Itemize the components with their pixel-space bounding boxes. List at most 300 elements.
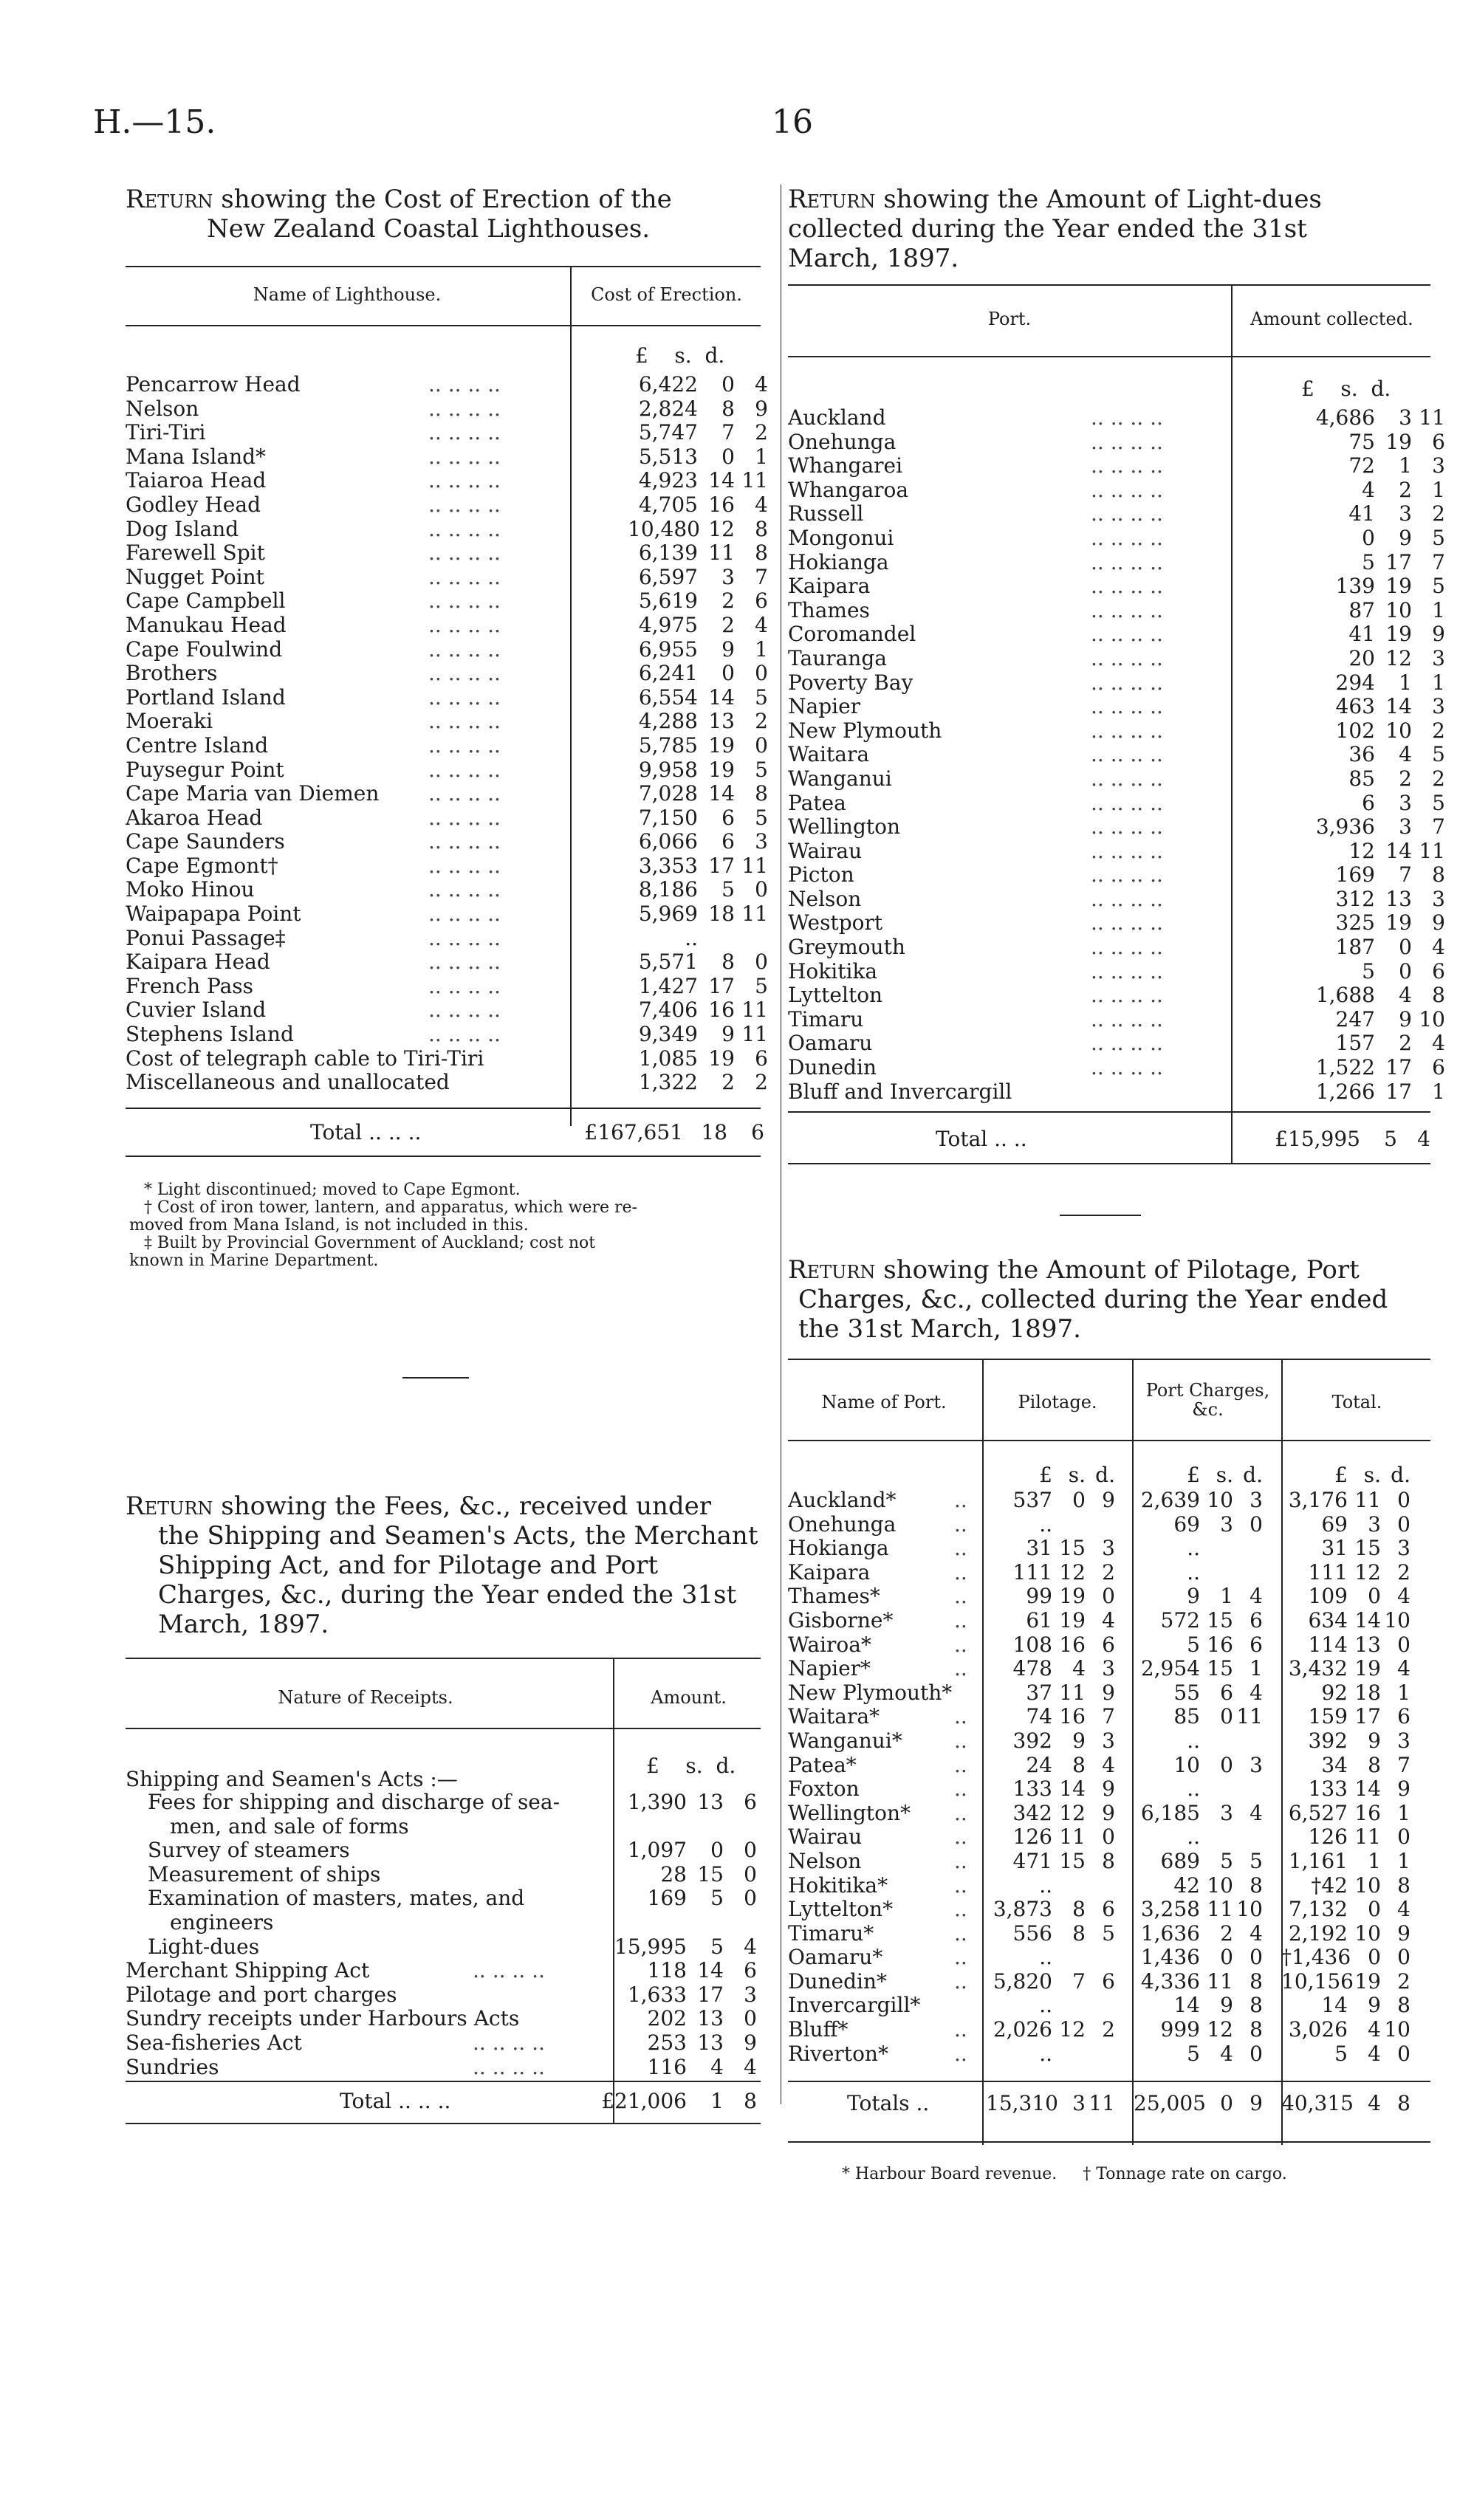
pence-value: 4: [755, 612, 768, 637]
pounds-value: 102: [1335, 718, 1375, 743]
pence-value: 0: [1102, 1584, 1115, 1609]
amount-cell: [628, 758, 768, 783]
amount-cell: [1246, 1127, 1430, 1152]
table-row: [126, 853, 768, 879]
pounds-value: 3,353: [638, 853, 698, 878]
pence-value: 8: [1397, 1872, 1410, 1898]
pence-value: 1: [1397, 1680, 1410, 1705]
table-rule: [126, 2123, 761, 2124]
amount-cell: [1298, 406, 1445, 430]
leader-dots: .. .. .. ..: [428, 540, 501, 566]
pence-value: 4: [1102, 1607, 1115, 1632]
table-row: [788, 838, 1445, 864]
leader-dots: .. .. .. ..: [428, 396, 501, 421]
table-rule: [788, 284, 1430, 286]
table-row: [788, 429, 1445, 455]
shillings-value: 11: [1207, 1897, 1233, 1922]
port-name: Hokianga: [788, 1537, 889, 1561]
leader-dots: .. .. .. ..: [1091, 886, 1163, 911]
amount-cell: [1134, 1825, 1263, 1850]
shillings-value: 15: [1207, 1656, 1233, 1681]
table-row: [126, 877, 768, 902]
pounds-value: 8,186: [638, 877, 698, 902]
amount-cell: [1281, 1777, 1410, 1802]
shillings-value: 0: [1368, 1584, 1381, 1609]
leader-dots: ..: [954, 1968, 967, 1994]
shillings-value: 11: [1354, 1824, 1381, 1850]
pounds-value: 114: [1308, 1632, 1348, 1657]
title-return-word: Return: [126, 185, 213, 214]
amount-cell: [576, 1121, 764, 1145]
pounds-value: ..: [1039, 2041, 1052, 2066]
pence-value: 8: [755, 781, 768, 806]
pence-value: 6: [1102, 1632, 1115, 1657]
pounds-value: 325: [1335, 910, 1375, 935]
amount-cell: [1298, 1008, 1445, 1032]
col-header-pilotage: Pilotage.: [1018, 1392, 1097, 1412]
pounds-value: ..: [685, 925, 698, 950]
pence-value: 10: [1236, 1897, 1263, 1922]
pence-value: 0: [755, 950, 768, 975]
pounds-value: 5,785: [638, 732, 698, 758]
leader-dots: .. .. .. ..: [428, 468, 501, 493]
title-return-word: Return: [788, 1255, 876, 1285]
amount-cell: [1134, 2018, 1263, 2042]
pence-value: 3: [1432, 645, 1445, 670]
pence-value: 3: [1250, 1752, 1263, 1777]
amount-cell: [1298, 526, 1445, 551]
pounds-value: 7,406: [638, 998, 698, 1023]
amount-cell: [628, 541, 768, 566]
row-label: Cape Campbell: [126, 589, 286, 614]
pilotage-total: [788, 2092, 1430, 2116]
pence-value: 7: [1102, 1704, 1115, 1729]
amount-cell: [1134, 1561, 1263, 1585]
shillings-value: 19: [708, 1046, 735, 1071]
leader-dots: ..: [954, 2041, 967, 2066]
shillings-value: 0: [1399, 935, 1412, 960]
leader-dots: .. .. .. ..: [1091, 670, 1163, 695]
pence-value: 3: [1102, 1656, 1115, 1681]
col-header-lighthouse: Name of Lighthouse.: [253, 284, 442, 305]
shillings-value: 14: [1385, 694, 1412, 719]
pounds-value: 118: [647, 1958, 687, 1983]
col-header-amount: Amount collected.: [1250, 309, 1413, 329]
pence-value: 2: [755, 1070, 768, 1095]
table-row: [788, 405, 1445, 430]
shillings-value: 8: [1072, 1897, 1086, 1922]
pence-value: 6: [1432, 429, 1445, 454]
leader-dots: .. .. .. ..: [428, 372, 501, 396]
leader-dots: .. .. .. ..: [1091, 525, 1163, 550]
shillings-value: 4: [1220, 2041, 1233, 2066]
pence-value: 2: [1397, 1559, 1410, 1585]
shillings-value: 10: [1385, 718, 1412, 743]
pence-value: 2: [1432, 501, 1445, 526]
port-name: Waitara*: [788, 1705, 880, 1729]
row-label: Cost of telegraph cable to Tiri-Tiri: [126, 1046, 484, 1071]
row-label: men, and sale of forms: [170, 1814, 409, 1838]
amount-cell: [1281, 1802, 1410, 1826]
table-row: [788, 958, 1445, 984]
title-line: March, 1897.: [158, 1610, 329, 1639]
leader-dots: ..: [954, 1584, 967, 1609]
amount-cell: [1298, 574, 1445, 599]
shillings-value: 3: [1368, 1511, 1381, 1537]
leader-dots: .. .. .. ..: [428, 757, 501, 782]
row-label: Hokitika: [788, 959, 878, 983]
leader-dots: ..: [954, 1824, 967, 1850]
port-name: Invercargill*: [788, 1994, 921, 2018]
pence-value: 6: [1250, 1607, 1263, 1632]
table-row: [788, 983, 1445, 1008]
pounds-value: 572: [1160, 1607, 1200, 1632]
shillings-value: 6: [1220, 1680, 1233, 1705]
pence-value: 0: [755, 732, 768, 758]
amount-cell: [628, 518, 768, 542]
leader-dots: ..: [954, 1920, 967, 1946]
pence-value: 0: [755, 877, 768, 902]
pounds-value: 202: [647, 2006, 687, 2031]
pounds-value: 3,873: [993, 1897, 1052, 1922]
leader-dots: ..: [954, 1704, 967, 1729]
amount-cell: [628, 950, 768, 975]
amount-cell: [606, 1983, 757, 2008]
pounds-value: 126: [1012, 1824, 1052, 1850]
pence-value: 1: [1397, 1848, 1410, 1873]
pounds-value: 1,161: [1288, 1848, 1348, 1873]
leader-dots: ..: [954, 1945, 967, 1970]
row-label: Miscellaneous and unallocated: [126, 1071, 450, 1095]
table-rule: [788, 1111, 1430, 1113]
amount-cell: [1281, 1754, 1410, 1778]
amount-cell: [986, 1657, 1115, 1681]
amount-cell: [606, 1935, 757, 1960]
amount-cell: [986, 1754, 1115, 1778]
table-row: [126, 757, 768, 783]
shillings-value: 16: [1354, 1800, 1381, 1825]
leader-dots: ..: [954, 1536, 967, 1561]
pounds-value: 5,619: [638, 588, 698, 614]
leader-dots: .. .. .. ..: [1091, 958, 1163, 983]
port-name: Kaipara: [788, 1560, 871, 1585]
shillings-value: 16: [708, 998, 735, 1023]
pounds-value: 92: [1321, 1680, 1348, 1705]
pence-value: 1: [1432, 670, 1445, 695]
shillings-value: 10: [1207, 1872, 1233, 1898]
pounds-value: 5: [1334, 2041, 1348, 2066]
pilotage-title: [788, 1255, 1423, 1344]
leader-dots: .. .. .. ..: [1091, 429, 1163, 454]
shillings-value: 2: [1399, 1031, 1412, 1056]
pounds-value: ..: [1039, 1872, 1052, 1898]
pence-value: 8: [1102, 1848, 1115, 1873]
shillings-value: [1052, 2042, 1086, 2067]
pounds-value: 6: [1362, 790, 1375, 815]
shillings-value: 4: [1368, 2041, 1381, 2066]
amount-cell: [1298, 960, 1445, 984]
title-return-word: Return: [788, 185, 876, 214]
leader-dots: .. .. .. ..: [1091, 1055, 1163, 1080]
table-row: [126, 1863, 761, 1887]
pence-value: 6: [1102, 1968, 1115, 1994]
amount-cell: [1134, 1633, 1263, 1658]
pounds-value: 169: [1335, 862, 1375, 888]
pounds-value: 187: [1335, 935, 1375, 960]
pence-value: 6: [744, 1958, 757, 1983]
pounds-value: 99: [1026, 1584, 1052, 1609]
pence-value: 11: [741, 468, 768, 493]
port-name: Wairoa*: [788, 1632, 871, 1657]
row-label: Wairau: [788, 839, 863, 863]
shillings-value: 17: [1385, 549, 1412, 574]
row-label: Waipapapa Point: [126, 902, 301, 927]
footnote-line: ‡ Built by Provincial Government of Auckland; cost not: [144, 1234, 596, 1252]
row-label: Wellington: [788, 815, 901, 840]
pence-value: 8: [1432, 983, 1445, 1008]
pounds-value: 1,322: [638, 1070, 698, 1095]
row-label: Whangaroa: [788, 478, 909, 502]
leader-dots: .. .. .. ..: [428, 444, 501, 469]
pounds-value: 108: [1012, 1632, 1052, 1657]
table-row: [126, 661, 768, 686]
shillings-value: 4: [1368, 2091, 1381, 2115]
table-row: [788, 2042, 1430, 2067]
pounds-value: 5: [1362, 549, 1375, 574]
amount-cell: [986, 2042, 1115, 2067]
pounds-value: ..: [1187, 1824, 1200, 1850]
table-row: [788, 718, 1445, 744]
table-row: [126, 902, 768, 927]
title-line: Charges, &c., collected during the Year ended: [798, 1285, 1388, 1314]
table-row: [788, 1994, 1430, 2018]
amount-cell: [986, 1777, 1115, 1802]
table-row: [788, 814, 1445, 840]
pence-value: 1: [1432, 477, 1445, 502]
page-number: 16: [772, 103, 813, 141]
leader-dots: .. .. .. ..: [428, 950, 501, 975]
shillings-value: 16: [1059, 1632, 1086, 1657]
shillings-value: 2: [1399, 477, 1412, 502]
pence-value: 1: [1432, 1079, 1445, 1104]
total-label: Totals ..: [847, 2092, 930, 2115]
row-label: Taiaroa Head: [126, 469, 267, 493]
pounds-value: 6,139: [638, 540, 698, 566]
row-label: Sundries: [126, 2055, 219, 2079]
shillings-value: 19: [1385, 574, 1412, 599]
shillings-value: 19: [1059, 1607, 1086, 1632]
row-label: Kaipara: [788, 574, 871, 599]
amount-cell: [628, 614, 768, 638]
pounds-value: 40,315: [1281, 2091, 1354, 2115]
amount-cell: [628, 710, 768, 734]
pence-value: 1: [755, 636, 768, 662]
pounds-value: 6,422: [638, 372, 698, 396]
pounds-value: 111: [1308, 1559, 1348, 1585]
amount-cell: [1281, 1681, 1410, 1706]
shillings-value: 14: [1059, 1776, 1086, 1802]
leader-dots: .. .. .. ..: [428, 781, 501, 806]
pounds-value: 6,955: [638, 636, 698, 662]
pence-value: [1233, 1777, 1263, 1802]
section-divider: [402, 1377, 469, 1379]
shillings-value: 15: [1059, 1536, 1086, 1561]
shillings-value: 17: [697, 1982, 724, 2007]
fees-table: [126, 1791, 761, 2079]
pence-value: 5: [755, 684, 768, 710]
table-row: [788, 1729, 1430, 1754]
amount-cell: [1134, 1994, 1263, 2018]
leader-dots: .. .. .. ..: [428, 973, 501, 998]
leader-dots: .. .. .. ..: [1091, 1006, 1163, 1031]
pence-value: 8: [1432, 862, 1445, 888]
row-label: Westport: [788, 911, 883, 935]
table-row: [788, 501, 1445, 526]
shillings-value: 14: [708, 468, 735, 493]
pounds-value: 42: [1173, 1872, 1200, 1898]
pence-value: 7: [1432, 549, 1445, 574]
pounds-value: 342: [1012, 1800, 1052, 1825]
leader-dots: .. .. .. ..: [1091, 645, 1163, 670]
pounds-value: 7,150: [638, 805, 698, 830]
shillings-value: 14: [708, 781, 735, 806]
shillings-value: 13: [697, 1790, 724, 1814]
table-row: [788, 910, 1445, 935]
pence-value: 0: [744, 1861, 757, 1886]
table-rule: [788, 356, 1430, 357]
pounds-value: 4,705: [638, 492, 698, 517]
lightdues-table: [788, 405, 1445, 1104]
table-row: [126, 684, 768, 710]
shillings-value: 0: [1368, 1897, 1381, 1922]
leader-dots: .. .. .. ..: [1091, 1031, 1163, 1056]
table-rule: [126, 1658, 761, 1659]
port-name: Wanganui*: [788, 1728, 902, 1753]
amount-cell: [1281, 1994, 1410, 2018]
leader-dots: ..: [954, 1559, 967, 1585]
leader-dots: .. .. .. ..: [473, 2054, 545, 2079]
leader-dots: .. .. .. ..: [428, 709, 501, 734]
port-name: Gisborne*: [788, 1608, 894, 1632]
shillings-value: 4: [1072, 1656, 1086, 1681]
shillings-value: 5: [721, 877, 735, 902]
col-header-port: Name of Port.: [821, 1392, 947, 1412]
amount-cell: [1134, 1970, 1263, 1994]
pounds-value: 253: [647, 2030, 687, 2055]
pounds-value: †1,436: [1281, 1945, 1351, 1970]
pence-value: 5: [1432, 790, 1445, 815]
table-row: [126, 1983, 761, 2008]
table-row: [126, 444, 768, 470]
row-label: French Pass: [126, 974, 254, 998]
row-label: Godley Head: [126, 492, 261, 517]
shillings-value: 17: [1354, 1704, 1381, 1729]
pence-value: 3: [1397, 1728, 1410, 1753]
row-label: Coromandel: [788, 622, 916, 647]
shillings-value: 2: [721, 588, 735, 614]
amount-cell: [1134, 1946, 1263, 1970]
pence-value: 1: [1432, 597, 1445, 622]
shillings-value: [1052, 1946, 1086, 1970]
pence-value: 0: [1250, 1511, 1263, 1537]
pence-value: d.: [1095, 1463, 1115, 1487]
pounds-value: ..: [1039, 1993, 1052, 2018]
table-row: [788, 574, 1445, 599]
pounds-value: £15,995: [1275, 1127, 1360, 1151]
amount-cell: [628, 806, 768, 831]
pence-value: 4: [1417, 1127, 1430, 1151]
shillings-value: 5: [1384, 1127, 1397, 1151]
pence-value: 8: [1397, 1993, 1410, 2018]
amount-cell: [1298, 719, 1445, 744]
pence-value: 2: [755, 420, 768, 445]
pounds-value: 537: [1012, 1488, 1052, 1512]
port-name: Hokitika*: [788, 1873, 888, 1898]
pounds-value: 10,156: [1281, 1968, 1354, 1994]
pence-value: 9: [1432, 910, 1445, 935]
pence-value: 10: [1384, 2017, 1410, 2042]
amount-cell: [1281, 1561, 1410, 1585]
pounds-value: 111: [1012, 1559, 1052, 1585]
shillings-value: 8: [721, 950, 735, 975]
shillings-value: [1200, 1825, 1233, 1850]
pounds-value: 312: [1335, 886, 1375, 911]
leader-dots: .. .. .. ..: [428, 998, 501, 1023]
pence-value: 2: [1432, 718, 1445, 743]
shillings-value: 10: [1385, 597, 1412, 622]
row-label: engineers: [170, 1910, 274, 1934]
amount-cell: [628, 902, 768, 927]
pence-value: [1086, 1994, 1115, 2018]
pounds-value: 634: [1308, 1607, 1348, 1632]
pounds-value: £167,651: [584, 1120, 683, 1144]
shillings-value: 19: [1385, 910, 1412, 935]
pounds-value: 1,266: [1315, 1079, 1375, 1104]
shillings-value: 10: [1207, 1488, 1233, 1512]
pence-value: 4: [1432, 935, 1445, 960]
pounds-value: 69: [1173, 1511, 1200, 1537]
pence-value: 4: [1397, 1584, 1410, 1609]
document-code: H.—15.: [93, 103, 216, 141]
row-label: Picton: [788, 863, 854, 888]
total-label: Total .. .. ..: [340, 2090, 451, 2113]
amount-cell: [1298, 743, 1445, 767]
table-row: [126, 1070, 768, 1095]
leader-dots: .. .. .. ..: [428, 829, 501, 854]
shillings-value: s.: [1068, 1463, 1086, 1487]
port-name: Wellington*: [788, 1801, 911, 1825]
amount-cell: [1281, 1729, 1410, 1754]
amount-cell: [1134, 1513, 1263, 1537]
table-row: [126, 709, 768, 734]
shillings-value: 9: [1399, 1006, 1412, 1031]
pence-value: 4: [1250, 1800, 1263, 1825]
leader-dots: .. .. .. ..: [428, 684, 501, 710]
shillings-value: 2: [1399, 766, 1412, 791]
port-name: Thames*: [788, 1585, 880, 1609]
shillings-value: 4: [1368, 2017, 1381, 2042]
row-label: Portland Island: [126, 685, 286, 710]
shillings-value: 19: [1385, 622, 1412, 647]
amount-cell: [1134, 1874, 1263, 1898]
title-line: collected during the Year ended the 31st: [788, 214, 1307, 244]
pounds-value: 37: [1026, 1680, 1052, 1705]
leader-dots: .. .. .. ..: [428, 1022, 501, 1047]
shillings-value: [1200, 1561, 1233, 1585]
amount-cell: [1298, 695, 1445, 719]
shillings-value: 8: [1072, 1752, 1086, 1777]
pence-value: 4: [1397, 1897, 1410, 1922]
